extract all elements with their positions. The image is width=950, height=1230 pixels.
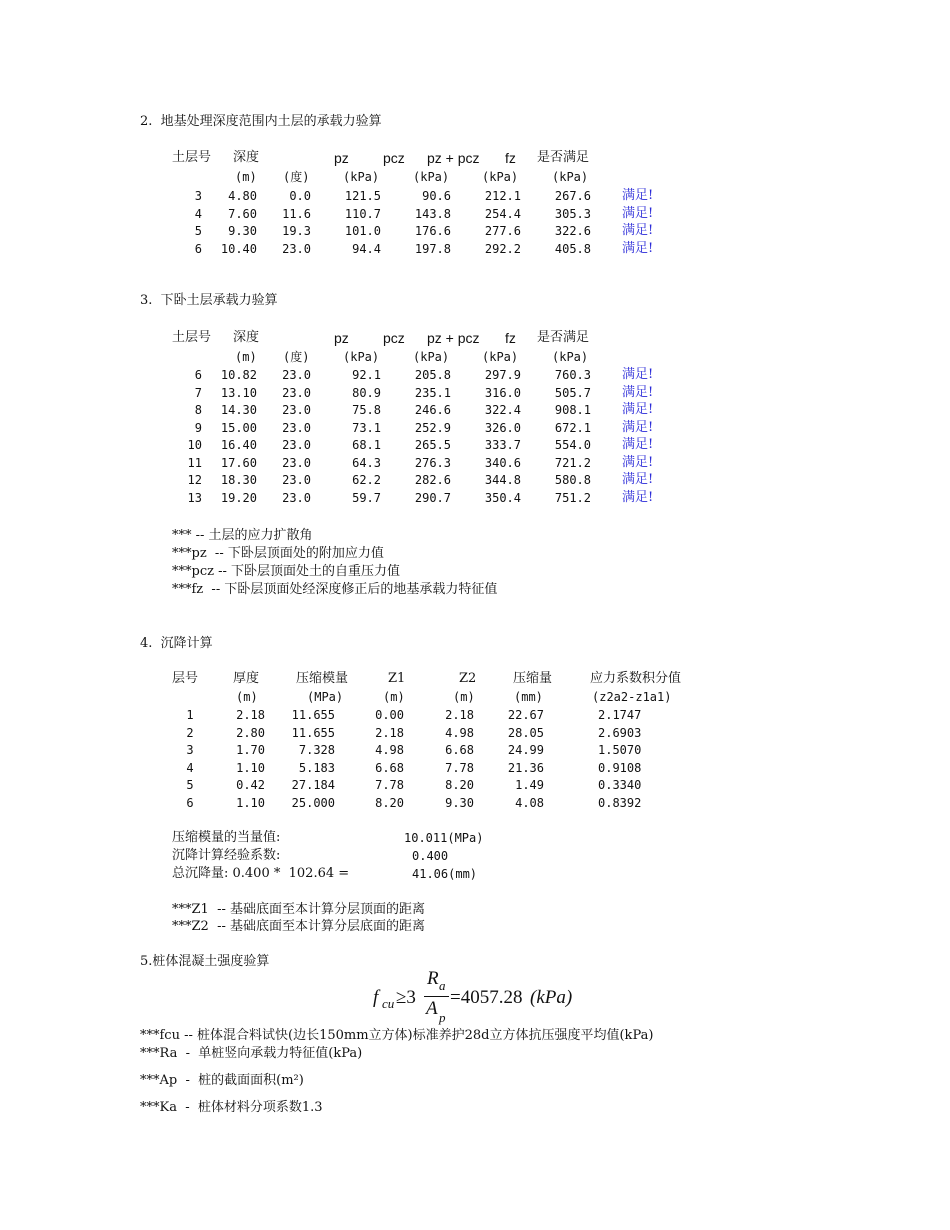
section5-note: ***Ra - 单桩竖向承载力特征值(kPa) — [140, 1046, 363, 1061]
table-cell: 4 — [186, 760, 194, 775]
section4-unit-modulus: (MPa) — [307, 690, 344, 704]
table-cell: 25.000 — [291, 795, 335, 810]
table-cell: 322.6 — [554, 224, 591, 238]
table-cell: 5 — [186, 778, 194, 792]
table-cell: 267.6 — [554, 189, 591, 203]
table-cell: 21.36 — [507, 760, 544, 775]
section3-unit-pcz: (kPa) — [413, 350, 450, 364]
section2-unit-pz: (kPa) — [343, 170, 380, 184]
formula-unit: (kPa) — [530, 987, 573, 1008]
section4-title: 4. 沉降计算 — [140, 636, 213, 651]
section4-header-integral: 应力系数积分值 — [590, 671, 682, 686]
table-cell: 13 — [187, 490, 202, 505]
table-cell: 760.3 — [554, 368, 591, 382]
section3-note: ***fz -- 下卧层顶面处经深度修正后的地基承载力特征值 — [172, 582, 498, 597]
table-cell: 908.1 — [554, 403, 591, 417]
table-cell: 12 — [187, 473, 202, 487]
table-cell: 10.82 — [220, 368, 257, 382]
table-cell: 5.183 — [298, 760, 335, 775]
table-cell: 246.6 — [414, 403, 451, 417]
section5-title: 5.桩体混凝土强度验算 — [140, 954, 270, 969]
table-cell: 580.8 — [554, 473, 591, 487]
table-cell: 22.67 — [507, 708, 544, 722]
table-cell: 14.30 — [220, 403, 257, 417]
table-cell: 7.60 — [228, 206, 257, 221]
coef-value: 0.400 — [412, 849, 449, 863]
table-cell: 176.6 — [414, 224, 451, 238]
table-cell: 27.184 — [291, 778, 335, 792]
section3-header-layer: 土层号 — [172, 330, 212, 345]
table-cell: 75.8 — [352, 403, 381, 417]
section2-unit-fz: (kPa) — [552, 170, 589, 184]
status-ok: 满足! — [622, 419, 654, 435]
table-cell: 9.30 — [228, 224, 257, 238]
fraction-bar — [424, 996, 449, 997]
table-cell: 59.7 — [352, 490, 381, 505]
table-cell: 1.70 — [236, 743, 265, 757]
table-cell: 1.5070 — [598, 743, 642, 757]
table-cell: 1.10 — [236, 760, 265, 775]
table-cell: 205.8 — [414, 368, 451, 382]
section3-unit-sum: (kPa) — [482, 350, 519, 364]
table-cell: 3 — [186, 743, 194, 757]
section3-unit-pz: (kPa) — [343, 350, 380, 364]
table-cell: 23.0 — [282, 420, 311, 435]
table-cell: 23.0 — [282, 385, 311, 400]
table-cell: 2 — [186, 725, 194, 740]
table-cell: 340.6 — [484, 455, 521, 470]
section3-header-fz: fz — [505, 330, 516, 346]
section2-unit-sum: (kPa) — [482, 170, 519, 184]
table-cell: 212.1 — [484, 189, 521, 203]
section4-header-z2: Z2 — [459, 671, 477, 686]
section3-title: 3. 下卧土层承载力验算 — [140, 293, 278, 308]
section4-header-layer: 层号 — [172, 671, 199, 686]
formula-numerator: R — [427, 968, 439, 989]
formula-denominator-sub: p — [439, 1010, 446, 1025]
table-cell: 23.0 — [282, 490, 311, 505]
table-cell: 2.80 — [236, 725, 265, 740]
section2-header-pcz: pcz — [383, 150, 405, 166]
status-ok: 满足! — [622, 472, 654, 487]
section2-unit-depth: (m) — [235, 170, 257, 184]
table-cell: 0.3340 — [598, 778, 642, 792]
table-cell: 68.1 — [352, 438, 381, 452]
status-ok: 满足! — [622, 205, 654, 221]
status-ok: 满足! — [622, 384, 654, 400]
table-cell: 62.2 — [352, 473, 381, 487]
table-cell: 254.4 — [484, 206, 521, 221]
table-cell: 121.5 — [344, 189, 381, 203]
status-ok: 满足! — [622, 240, 654, 256]
table-cell: 6 — [194, 368, 202, 382]
section3-header-pz: pz — [334, 330, 349, 346]
table-cell: 4 — [194, 206, 202, 221]
table-cell: 9 — [194, 420, 202, 435]
section2-header-depth: 深度 — [233, 150, 260, 165]
table-cell: 2.6903 — [598, 725, 642, 740]
table-cell: 1.49 — [515, 778, 544, 792]
section3-unit-angle: (度) — [283, 350, 310, 364]
table-cell: 13.10 — [220, 385, 257, 400]
section4-unit-z2: (m) — [453, 690, 475, 704]
section5-note: ***Ka - 桩体材料分项系数1.3 — [140, 1100, 323, 1115]
section4-header-z1: Z1 — [388, 671, 406, 686]
formula-lhs: f — [373, 987, 379, 1008]
section3-header-pcz: pcz — [383, 330, 405, 346]
status-ok: 满足! — [622, 437, 654, 452]
section5-note: ***fcu -- 桩体混合料试快(边长150mm立方体)标准养护28d立方体抗压强度平均值(kPa) — [140, 1028, 654, 1043]
section4-header-thickness: 厚度 — [233, 671, 260, 686]
section3-note: *** -- 土层的应力扩散角 — [172, 528, 313, 543]
table-cell: 2.18 — [236, 708, 265, 722]
table-cell: 0.9108 — [598, 760, 642, 775]
section2-header-ok: 是否满足 — [537, 150, 590, 165]
table-cell: 0.42 — [236, 778, 265, 792]
table-cell: 110.7 — [344, 206, 381, 221]
table-cell: 7 — [194, 385, 202, 400]
status-ok: 满足! — [622, 367, 654, 382]
section4-header-modulus: 压缩模量 — [296, 671, 349, 686]
section2-header-fz: fz — [505, 150, 516, 166]
table-cell: 276.3 — [414, 455, 451, 470]
section4-note: ***Z2 -- 基础底面至本计算分层底面的距离 — [172, 919, 425, 934]
table-cell: 10 — [187, 438, 202, 452]
section4-note: ***Z1 -- 基础底面至本计算分层顶面的距离 — [172, 902, 425, 917]
table-cell: 92.1 — [352, 368, 381, 382]
status-ok: 满足! — [622, 223, 654, 238]
table-cell: 0.00 — [375, 708, 404, 722]
table-cell: 1.10 — [236, 795, 265, 810]
table-cell: 80.9 — [352, 385, 381, 400]
table-cell: 8.20 — [375, 795, 404, 810]
table-cell: 7.78 — [445, 760, 474, 775]
table-cell: 19.20 — [220, 490, 257, 505]
table-cell: 1 — [186, 708, 194, 722]
section3-note: ***pcz -- 下卧层顶面处土的自重压力值 — [172, 564, 401, 579]
formula-numerator-sub: a — [439, 978, 446, 993]
table-cell: 16.40 — [220, 438, 257, 452]
section3-header-depth: 深度 — [233, 330, 260, 345]
section2-header-pz: pz — [334, 150, 349, 166]
table-cell: 282.6 — [414, 473, 451, 487]
formula-lhs-sub: cu — [382, 996, 395, 1011]
table-cell: 11 — [187, 455, 202, 470]
section2-title: 2. 地基处理深度范围内土层的承载力验算 — [140, 114, 382, 129]
table-cell: 15.00 — [220, 420, 257, 435]
total-label: 总沉降量: 0.400 * 102.64 = — [172, 866, 350, 881]
section2-header-layer: 土层号 — [172, 150, 212, 165]
table-cell: 0.8392 — [598, 795, 642, 810]
table-cell: 18.30 — [220, 473, 257, 487]
table-cell: 11.6 — [282, 206, 311, 221]
table-cell: 73.1 — [352, 420, 381, 435]
table-cell: 9.30 — [445, 795, 474, 810]
table-cell: 4.98 — [375, 743, 404, 757]
section3-header-sum: pz + pcz — [427, 330, 480, 346]
section5-note: ***Ap - 桩的截面面积(m²) — [140, 1073, 304, 1088]
table-cell: 297.9 — [484, 368, 521, 382]
table-cell: 28.05 — [507, 725, 544, 740]
table-cell: 6 — [194, 241, 202, 256]
table-cell: 305.3 — [554, 206, 591, 221]
table-cell: 3 — [194, 189, 202, 203]
total-value: 41.06(mm) — [412, 867, 478, 881]
table-cell: 11.655 — [291, 725, 335, 740]
table-cell: 5 — [194, 224, 202, 238]
section3-header-ok: 是否满足 — [537, 330, 590, 345]
coef-label: 沉降计算经验系数: — [172, 848, 281, 863]
table-cell: 23.0 — [282, 473, 311, 487]
section4-unit-integral: (z2a2-z1a1) — [592, 690, 672, 704]
table-cell: 94.4 — [352, 241, 381, 256]
section2-header-sum: pz + pcz — [427, 150, 480, 166]
table-cell: 197.8 — [414, 241, 451, 256]
table-cell: 19.3 — [282, 224, 311, 238]
section4-unit-z1: (m) — [383, 690, 405, 704]
table-cell: 8 — [194, 403, 202, 417]
table-cell: 277.6 — [484, 224, 521, 238]
status-ok: 满足! — [622, 489, 654, 505]
table-cell: 11.655 — [291, 708, 335, 722]
table-cell: 322.4 — [484, 403, 521, 417]
section4-unit-thickness: (m) — [236, 690, 258, 704]
table-cell: 405.8 — [554, 241, 591, 256]
table-cell: 24.99 — [507, 743, 544, 757]
status-ok: 满足! — [622, 402, 654, 417]
section4-unit-compression: (mm) — [514, 690, 543, 704]
formula-denominator: A — [426, 998, 438, 1019]
table-cell: 23.0 — [282, 455, 311, 470]
table-cell: 4.98 — [445, 725, 474, 740]
status-ok: 满足! — [622, 188, 654, 203]
table-cell: 554.0 — [554, 438, 591, 452]
table-cell: 8.20 — [445, 778, 474, 792]
table-cell: 6 — [186, 795, 194, 810]
table-cell: 23.0 — [282, 403, 311, 417]
table-cell: 290.7 — [414, 490, 451, 505]
section2-unit-angle: (度) — [283, 170, 310, 184]
section4-header-compression: 压缩量 — [513, 671, 553, 686]
table-cell: 17.60 — [220, 455, 257, 470]
table-cell: 7.328 — [298, 743, 335, 757]
table-cell: 751.2 — [554, 490, 591, 505]
formula-result: =4057.28 — [450, 987, 523, 1008]
table-cell: 64.3 — [352, 455, 381, 470]
table-cell: 316.0 — [484, 385, 521, 400]
table-cell: 326.0 — [484, 420, 521, 435]
table-cell: 10.40 — [220, 241, 257, 256]
modulus-label: 压缩模量的当量值: — [172, 830, 281, 845]
table-cell: 292.2 — [484, 241, 521, 256]
table-cell: 672.1 — [554, 420, 591, 435]
table-cell: 350.4 — [484, 490, 521, 505]
section3-note: ***pz -- 下卧层顶面处的附加应力值 — [172, 546, 384, 561]
table-cell: 4.80 — [228, 189, 257, 203]
table-cell: 143.8 — [414, 206, 451, 221]
table-cell: 0.0 — [289, 189, 311, 203]
table-cell: 505.7 — [554, 385, 591, 400]
table-cell: 6.68 — [375, 760, 404, 775]
table-cell: 23.0 — [282, 438, 311, 452]
table-cell: 721.2 — [554, 455, 591, 470]
table-cell: 23.0 — [282, 368, 311, 382]
table-cell: 6.68 — [445, 743, 474, 757]
table-cell: 265.5 — [414, 438, 451, 452]
table-cell: 7.78 — [375, 778, 404, 792]
section2-unit-pcz: (kPa) — [413, 170, 450, 184]
status-ok: 满足! — [622, 454, 654, 470]
section3-unit-depth: (m) — [235, 350, 257, 364]
table-cell: 101.0 — [344, 224, 381, 238]
table-cell: 2.1747 — [598, 708, 642, 722]
table-cell: 4.08 — [515, 795, 544, 810]
formula-relation: ≥3 — [396, 987, 416, 1008]
section3-unit-fz: (kPa) — [552, 350, 589, 364]
modulus-value: 10.011(MPa) — [404, 831, 484, 845]
table-cell: 333.7 — [484, 438, 521, 452]
table-cell: 235.1 — [414, 385, 451, 400]
table-cell: 2.18 — [445, 708, 474, 722]
table-cell: 23.0 — [282, 241, 311, 256]
table-cell: 2.18 — [375, 725, 404, 740]
table-cell: 252.9 — [414, 420, 451, 435]
table-cell: 344.8 — [484, 473, 521, 487]
table-cell: 90.6 — [422, 189, 451, 203]
